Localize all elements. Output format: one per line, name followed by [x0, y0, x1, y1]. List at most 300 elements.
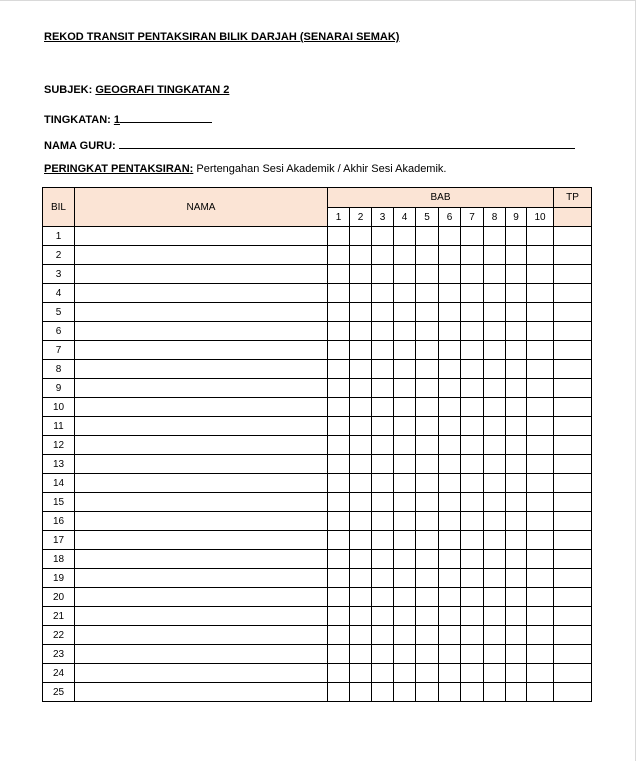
tp-cell[interactable]: [554, 341, 592, 360]
bab-cell-2[interactable]: [350, 474, 372, 493]
nama-cell[interactable]: [75, 512, 328, 531]
bab-cell-9[interactable]: [506, 417, 527, 436]
bab-cell-9[interactable]: [506, 360, 527, 379]
bab-cell-7[interactable]: [461, 493, 484, 512]
bab-cell-7[interactable]: [461, 683, 484, 702]
bab-cell-8[interactable]: [484, 493, 506, 512]
bab-cell-9[interactable]: [506, 227, 527, 246]
bab-cell-5[interactable]: [416, 303, 439, 322]
nama-cell[interactable]: [75, 607, 328, 626]
bab-cell-7[interactable]: [461, 474, 484, 493]
nama-cell[interactable]: [75, 246, 328, 265]
tp-cell[interactable]: [554, 474, 592, 493]
bab-cell-9[interactable]: [506, 246, 527, 265]
bab-cell-7[interactable]: [461, 246, 484, 265]
bab-cell-8[interactable]: [484, 455, 506, 474]
tp-cell[interactable]: [554, 417, 592, 436]
bab-cell-2[interactable]: [350, 322, 372, 341]
bab-cell-9[interactable]: [506, 455, 527, 474]
bab-cell-2[interactable]: [350, 683, 372, 702]
bab-cell-5[interactable]: [416, 360, 439, 379]
nama-cell[interactable]: [75, 455, 328, 474]
bab-cell-8[interactable]: [484, 379, 506, 398]
bab-cell-4[interactable]: [394, 265, 416, 284]
bab-cell-1[interactable]: [328, 474, 350, 493]
bab-cell-5[interactable]: [416, 436, 439, 455]
bab-cell-8[interactable]: [484, 265, 506, 284]
nama-cell[interactable]: [75, 664, 328, 683]
tp-cell[interactable]: [554, 246, 592, 265]
bab-cell-5[interactable]: [416, 284, 439, 303]
bab-cell-2[interactable]: [350, 227, 372, 246]
bab-cell-6[interactable]: [439, 645, 461, 664]
nama-cell[interactable]: [75, 626, 328, 645]
bab-cell-1[interactable]: [328, 417, 350, 436]
bab-cell-9[interactable]: [506, 474, 527, 493]
bab-cell-9[interactable]: [506, 512, 527, 531]
bab-cell-9[interactable]: [506, 550, 527, 569]
bab-cell-3[interactable]: [372, 227, 394, 246]
bab-cell-2[interactable]: [350, 626, 372, 645]
bab-cell-2[interactable]: [350, 531, 372, 550]
bab-cell-4[interactable]: [394, 379, 416, 398]
bab-cell-3[interactable]: [372, 417, 394, 436]
bab-cell-10[interactable]: [527, 398, 554, 417]
bab-cell-1[interactable]: [328, 512, 350, 531]
bab-cell-1[interactable]: [328, 379, 350, 398]
bab-cell-1[interactable]: [328, 227, 350, 246]
bab-cell-10[interactable]: [527, 322, 554, 341]
bab-cell-1[interactable]: [328, 303, 350, 322]
tingkatan-fill-line[interactable]: [120, 111, 212, 123]
bab-cell-7[interactable]: [461, 284, 484, 303]
bab-cell-2[interactable]: [350, 360, 372, 379]
bab-cell-10[interactable]: [527, 645, 554, 664]
bab-cell-7[interactable]: [461, 360, 484, 379]
bab-cell-7[interactable]: [461, 664, 484, 683]
bab-cell-4[interactable]: [394, 360, 416, 379]
bab-cell-4[interactable]: [394, 531, 416, 550]
bab-cell-8[interactable]: [484, 531, 506, 550]
bab-cell-8[interactable]: [484, 626, 506, 645]
bab-cell-5[interactable]: [416, 417, 439, 436]
tp-cell[interactable]: [554, 512, 592, 531]
bab-cell-6[interactable]: [439, 398, 461, 417]
bab-cell-9[interactable]: [506, 607, 527, 626]
nama-cell[interactable]: [75, 493, 328, 512]
tp-cell[interactable]: [554, 645, 592, 664]
bab-cell-4[interactable]: [394, 341, 416, 360]
bab-cell-10[interactable]: [527, 512, 554, 531]
bab-cell-8[interactable]: [484, 683, 506, 702]
bab-cell-3[interactable]: [372, 455, 394, 474]
bab-cell-6[interactable]: [439, 227, 461, 246]
tp-cell[interactable]: [554, 303, 592, 322]
bab-cell-3[interactable]: [372, 512, 394, 531]
bab-cell-8[interactable]: [484, 360, 506, 379]
nama-cell[interactable]: [75, 341, 328, 360]
bab-cell-4[interactable]: [394, 569, 416, 588]
tp-cell[interactable]: [554, 607, 592, 626]
bab-cell-1[interactable]: [328, 626, 350, 645]
bab-cell-6[interactable]: [439, 626, 461, 645]
bab-cell-10[interactable]: [527, 607, 554, 626]
bab-cell-5[interactable]: [416, 645, 439, 664]
bab-cell-2[interactable]: [350, 664, 372, 683]
bab-cell-3[interactable]: [372, 531, 394, 550]
nama-cell[interactable]: [75, 588, 328, 607]
nama-cell[interactable]: [75, 379, 328, 398]
bab-cell-5[interactable]: [416, 550, 439, 569]
bab-cell-10[interactable]: [527, 303, 554, 322]
bab-cell-9[interactable]: [506, 303, 527, 322]
bab-cell-4[interactable]: [394, 303, 416, 322]
bab-cell-6[interactable]: [439, 284, 461, 303]
bab-cell-7[interactable]: [461, 436, 484, 455]
bab-cell-1[interactable]: [328, 645, 350, 664]
bab-cell-4[interactable]: [394, 455, 416, 474]
bab-cell-3[interactable]: [372, 626, 394, 645]
bab-cell-10[interactable]: [527, 664, 554, 683]
bab-cell-5[interactable]: [416, 607, 439, 626]
bab-cell-1[interactable]: [328, 341, 350, 360]
bab-cell-7[interactable]: [461, 607, 484, 626]
bab-cell-7[interactable]: [461, 398, 484, 417]
bab-cell-9[interactable]: [506, 664, 527, 683]
bab-cell-6[interactable]: [439, 322, 461, 341]
bab-cell-1[interactable]: [328, 664, 350, 683]
nama-cell[interactable]: [75, 645, 328, 664]
bab-cell-4[interactable]: [394, 512, 416, 531]
bab-cell-7[interactable]: [461, 227, 484, 246]
bab-cell-1[interactable]: [328, 569, 350, 588]
tp-cell[interactable]: [554, 284, 592, 303]
bab-cell-10[interactable]: [527, 493, 554, 512]
bab-cell-10[interactable]: [527, 436, 554, 455]
bab-cell-2[interactable]: [350, 417, 372, 436]
tp-cell[interactable]: [554, 322, 592, 341]
bab-cell-3[interactable]: [372, 322, 394, 341]
nama-cell[interactable]: [75, 265, 328, 284]
bab-cell-6[interactable]: [439, 265, 461, 284]
bab-cell-6[interactable]: [439, 436, 461, 455]
nama-cell[interactable]: [75, 531, 328, 550]
tp-cell[interactable]: [554, 683, 592, 702]
bab-cell-8[interactable]: [484, 246, 506, 265]
bab-cell-8[interactable]: [484, 227, 506, 246]
bab-cell-6[interactable]: [439, 683, 461, 702]
nama-cell[interactable]: [75, 303, 328, 322]
bab-cell-6[interactable]: [439, 569, 461, 588]
bab-cell-4[interactable]: [394, 626, 416, 645]
bab-cell-3[interactable]: [372, 398, 394, 417]
nama-cell[interactable]: [75, 569, 328, 588]
bab-cell-7[interactable]: [461, 626, 484, 645]
bab-cell-4[interactable]: [394, 398, 416, 417]
bab-cell-5[interactable]: [416, 474, 439, 493]
bab-cell-2[interactable]: [350, 455, 372, 474]
bab-cell-9[interactable]: [506, 493, 527, 512]
tp-cell[interactable]: [554, 265, 592, 284]
bab-cell-7[interactable]: [461, 645, 484, 664]
bab-cell-1[interactable]: [328, 588, 350, 607]
nama-cell[interactable]: [75, 436, 328, 455]
bab-cell-8[interactable]: [484, 398, 506, 417]
bab-cell-10[interactable]: [527, 474, 554, 493]
bab-cell-6[interactable]: [439, 512, 461, 531]
bab-cell-10[interactable]: [527, 569, 554, 588]
bab-cell-6[interactable]: [439, 474, 461, 493]
bab-cell-10[interactable]: [527, 626, 554, 645]
bab-cell-6[interactable]: [439, 417, 461, 436]
bab-cell-5[interactable]: [416, 379, 439, 398]
bab-cell-3[interactable]: [372, 550, 394, 569]
bab-cell-3[interactable]: [372, 360, 394, 379]
nama-guru-fill-line[interactable]: [119, 137, 575, 149]
bab-cell-4[interactable]: [394, 588, 416, 607]
bab-cell-7[interactable]: [461, 322, 484, 341]
bab-cell-5[interactable]: [416, 398, 439, 417]
bab-cell-4[interactable]: [394, 493, 416, 512]
bab-cell-3[interactable]: [372, 588, 394, 607]
bab-cell-8[interactable]: [484, 417, 506, 436]
bab-cell-8[interactable]: [484, 607, 506, 626]
bab-cell-4[interactable]: [394, 227, 416, 246]
bab-cell-9[interactable]: [506, 322, 527, 341]
bab-cell-2[interactable]: [350, 436, 372, 455]
bab-cell-7[interactable]: [461, 455, 484, 474]
bab-cell-4[interactable]: [394, 322, 416, 341]
bab-cell-6[interactable]: [439, 246, 461, 265]
bab-cell-6[interactable]: [439, 379, 461, 398]
nama-cell[interactable]: [75, 398, 328, 417]
nama-cell[interactable]: [75, 360, 328, 379]
tp-cell[interactable]: [554, 588, 592, 607]
bab-cell-8[interactable]: [484, 550, 506, 569]
bab-cell-10[interactable]: [527, 265, 554, 284]
bab-cell-5[interactable]: [416, 588, 439, 607]
bab-cell-5[interactable]: [416, 455, 439, 474]
nama-cell[interactable]: [75, 683, 328, 702]
bab-cell-1[interactable]: [328, 265, 350, 284]
bab-cell-10[interactable]: [527, 341, 554, 360]
bab-cell-6[interactable]: [439, 303, 461, 322]
bab-cell-8[interactable]: [484, 322, 506, 341]
bab-cell-9[interactable]: [506, 379, 527, 398]
bab-cell-6[interactable]: [439, 341, 461, 360]
bab-cell-9[interactable]: [506, 436, 527, 455]
bab-cell-7[interactable]: [461, 417, 484, 436]
bab-cell-4[interactable]: [394, 645, 416, 664]
tp-cell[interactable]: [554, 664, 592, 683]
bab-cell-4[interactable]: [394, 550, 416, 569]
bab-cell-2[interactable]: [350, 246, 372, 265]
bab-cell-1[interactable]: [328, 246, 350, 265]
bab-cell-10[interactable]: [527, 417, 554, 436]
bab-cell-10[interactable]: [527, 531, 554, 550]
bab-cell-3[interactable]: [372, 474, 394, 493]
bab-cell-3[interactable]: [372, 246, 394, 265]
bab-cell-9[interactable]: [506, 398, 527, 417]
tp-cell[interactable]: [554, 455, 592, 474]
bab-cell-9[interactable]: [506, 531, 527, 550]
bab-cell-1[interactable]: [328, 398, 350, 417]
bab-cell-3[interactable]: [372, 645, 394, 664]
bab-cell-2[interactable]: [350, 379, 372, 398]
bab-cell-10[interactable]: [527, 588, 554, 607]
bab-cell-9[interactable]: [506, 341, 527, 360]
bab-cell-5[interactable]: [416, 512, 439, 531]
bab-cell-2[interactable]: [350, 550, 372, 569]
tp-cell[interactable]: [554, 626, 592, 645]
bab-cell-7[interactable]: [461, 303, 484, 322]
bab-cell-2[interactable]: [350, 303, 372, 322]
bab-cell-7[interactable]: [461, 531, 484, 550]
nama-cell[interactable]: [75, 322, 328, 341]
bab-cell-8[interactable]: [484, 436, 506, 455]
bab-cell-8[interactable]: [484, 284, 506, 303]
bab-cell-2[interactable]: [350, 607, 372, 626]
bab-cell-3[interactable]: [372, 569, 394, 588]
bab-cell-2[interactable]: [350, 512, 372, 531]
bab-cell-5[interactable]: [416, 531, 439, 550]
tp-cell[interactable]: [554, 398, 592, 417]
bab-cell-8[interactable]: [484, 474, 506, 493]
bab-cell-3[interactable]: [372, 493, 394, 512]
bab-cell-1[interactable]: [328, 683, 350, 702]
bab-cell-7[interactable]: [461, 550, 484, 569]
tp-cell[interactable]: [554, 569, 592, 588]
bab-cell-10[interactable]: [527, 284, 554, 303]
bab-cell-3[interactable]: [372, 436, 394, 455]
bab-cell-5[interactable]: [416, 626, 439, 645]
nama-cell[interactable]: [75, 417, 328, 436]
tp-cell[interactable]: [554, 227, 592, 246]
bab-cell-6[interactable]: [439, 455, 461, 474]
bab-cell-5[interactable]: [416, 322, 439, 341]
bab-cell-9[interactable]: [506, 645, 527, 664]
bab-cell-10[interactable]: [527, 246, 554, 265]
bab-cell-6[interactable]: [439, 531, 461, 550]
bab-cell-4[interactable]: [394, 607, 416, 626]
bab-cell-8[interactable]: [484, 341, 506, 360]
bab-cell-2[interactable]: [350, 284, 372, 303]
tp-cell[interactable]: [554, 436, 592, 455]
bab-cell-9[interactable]: [506, 626, 527, 645]
bab-cell-8[interactable]: [484, 645, 506, 664]
bab-cell-3[interactable]: [372, 284, 394, 303]
bab-cell-9[interactable]: [506, 569, 527, 588]
bab-cell-10[interactable]: [527, 683, 554, 702]
tp-cell[interactable]: [554, 531, 592, 550]
bab-cell-9[interactable]: [506, 683, 527, 702]
bab-cell-7[interactable]: [461, 569, 484, 588]
bab-cell-3[interactable]: [372, 303, 394, 322]
bab-cell-1[interactable]: [328, 360, 350, 379]
bab-cell-1[interactable]: [328, 322, 350, 341]
bab-cell-6[interactable]: [439, 588, 461, 607]
bab-cell-10[interactable]: [527, 379, 554, 398]
bab-cell-10[interactable]: [527, 455, 554, 474]
bab-cell-2[interactable]: [350, 493, 372, 512]
bab-cell-10[interactable]: [527, 550, 554, 569]
bab-cell-7[interactable]: [461, 341, 484, 360]
bab-cell-3[interactable]: [372, 664, 394, 683]
bab-cell-6[interactable]: [439, 664, 461, 683]
tp-cell[interactable]: [554, 360, 592, 379]
bab-cell-10[interactable]: [527, 360, 554, 379]
bab-cell-3[interactable]: [372, 265, 394, 284]
bab-cell-5[interactable]: [416, 341, 439, 360]
tp-cell[interactable]: [554, 493, 592, 512]
bab-cell-8[interactable]: [484, 512, 506, 531]
bab-cell-7[interactable]: [461, 512, 484, 531]
bab-cell-5[interactable]: [416, 493, 439, 512]
bab-cell-2[interactable]: [350, 588, 372, 607]
bab-cell-1[interactable]: [328, 550, 350, 569]
bab-cell-6[interactable]: [439, 360, 461, 379]
tp-cell[interactable]: [554, 550, 592, 569]
bab-cell-5[interactable]: [416, 227, 439, 246]
bab-cell-2[interactable]: [350, 645, 372, 664]
bab-cell-4[interactable]: [394, 474, 416, 493]
nama-cell[interactable]: [75, 474, 328, 493]
bab-cell-1[interactable]: [328, 455, 350, 474]
tp-cell[interactable]: [554, 379, 592, 398]
bab-cell-6[interactable]: [439, 550, 461, 569]
bab-cell-1[interactable]: [328, 436, 350, 455]
bab-cell-3[interactable]: [372, 341, 394, 360]
bab-cell-8[interactable]: [484, 588, 506, 607]
bab-cell-6[interactable]: [439, 607, 461, 626]
bab-cell-5[interactable]: [416, 664, 439, 683]
bab-cell-1[interactable]: [328, 607, 350, 626]
bab-cell-3[interactable]: [372, 683, 394, 702]
bab-cell-7[interactable]: [461, 265, 484, 284]
nama-cell[interactable]: [75, 227, 328, 246]
bab-cell-1[interactable]: [328, 493, 350, 512]
bab-cell-8[interactable]: [484, 664, 506, 683]
bab-cell-9[interactable]: [506, 588, 527, 607]
bab-cell-4[interactable]: [394, 664, 416, 683]
bab-cell-2[interactable]: [350, 398, 372, 417]
bab-cell-4[interactable]: [394, 417, 416, 436]
bab-cell-3[interactable]: [372, 379, 394, 398]
bab-cell-1[interactable]: [328, 284, 350, 303]
bab-cell-5[interactable]: [416, 265, 439, 284]
bab-cell-7[interactable]: [461, 588, 484, 607]
bab-cell-5[interactable]: [416, 569, 439, 588]
bab-cell-5[interactable]: [416, 683, 439, 702]
bab-cell-8[interactable]: [484, 303, 506, 322]
nama-cell[interactable]: [75, 550, 328, 569]
bab-cell-2[interactable]: [350, 265, 372, 284]
bab-cell-4[interactable]: [394, 284, 416, 303]
bab-cell-6[interactable]: [439, 493, 461, 512]
bab-cell-4[interactable]: [394, 683, 416, 702]
bab-cell-5[interactable]: [416, 246, 439, 265]
bab-cell-4[interactable]: [394, 436, 416, 455]
bab-cell-3[interactable]: [372, 607, 394, 626]
nama-cell[interactable]: [75, 284, 328, 303]
bab-cell-8[interactable]: [484, 569, 506, 588]
bab-cell-9[interactable]: [506, 284, 527, 303]
bab-cell-1[interactable]: [328, 531, 350, 550]
bab-cell-9[interactable]: [506, 265, 527, 284]
bab-cell-2[interactable]: [350, 341, 372, 360]
bab-cell-7[interactable]: [461, 379, 484, 398]
bab-cell-2[interactable]: [350, 569, 372, 588]
